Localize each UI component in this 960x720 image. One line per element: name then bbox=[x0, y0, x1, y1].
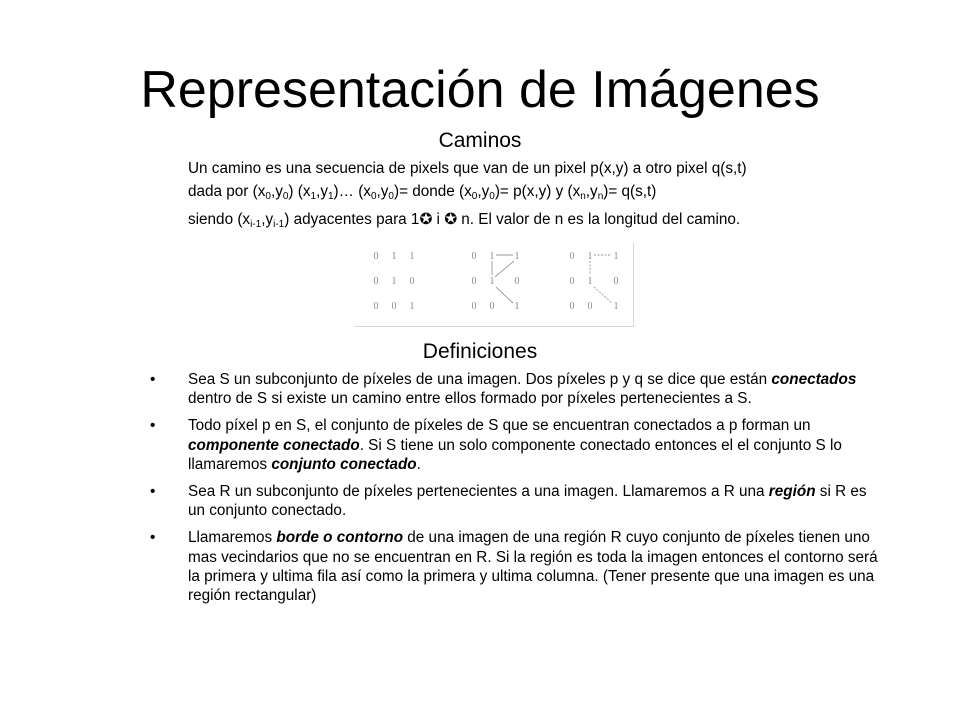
svg-text:0: 0 bbox=[489, 301, 495, 312]
list-item-borde: • Llamaremos borde o contorno de una imagen de una región R cuyo conjunto de píxeles tienen uno mas vecindarios que no se encuentran en R. Si la región es toda la imagen entonces el contorno será la primera y ultima fila así como la primera y ultima columna. (Tener presente que una imagen es una región rectangular) bbox=[150, 529, 878, 605]
svg-text:0: 0 bbox=[391, 301, 397, 312]
adjacency-symbol: ✪ bbox=[419, 211, 433, 228]
svg-text:1: 1 bbox=[613, 251, 619, 262]
svg-text:1: 1 bbox=[391, 251, 397, 262]
bullet: • bbox=[150, 417, 156, 435]
term-borde-contorno: borde o contorno bbox=[276, 529, 404, 547]
svg-text:1: 1 bbox=[587, 251, 593, 262]
term-componente-conectado: componente conectado bbox=[188, 436, 360, 454]
svg-text:0: 0 bbox=[373, 276, 379, 287]
svg-text:1: 1 bbox=[514, 301, 520, 312]
grid-2-connections bbox=[489, 255, 514, 303]
caminos-line-1: Un camino es una secuencia de pixels que van de un pixel p(x,y) a otro pixel q(s,t) bbox=[188, 160, 747, 177]
bullet: • bbox=[150, 371, 156, 388]
adjacency-diagram bbox=[354, 243, 634, 327]
svg-text:0: 0 bbox=[569, 276, 575, 287]
term-conjunto-conectado: conjunto conectado bbox=[271, 455, 417, 473]
svg-text:1: 1 bbox=[489, 251, 495, 262]
svg-text:1: 1 bbox=[409, 251, 415, 262]
bullet: • bbox=[150, 529, 156, 547]
svg-text:0: 0 bbox=[514, 276, 520, 287]
svg-text:1: 1 bbox=[489, 276, 495, 287]
svg-text:0: 0 bbox=[471, 301, 477, 312]
list-item-conectados: • Sea S un subconjunto de píxeles de una imagen. Dos píxeles p y q se dice que están conectados dentro de S si existe un camino entre ellos formado por píxeles pertenecientes a S. bbox=[150, 371, 857, 408]
definiciones-heading: Definiciones bbox=[422, 340, 538, 363]
svg-text:0: 0 bbox=[587, 301, 593, 312]
term-region: región bbox=[768, 483, 816, 501]
term-conectados: conectados bbox=[771, 371, 857, 388]
svg-text:0: 0 bbox=[569, 251, 575, 262]
adjacency-symbol: ✪ bbox=[444, 211, 458, 228]
svg-text:1: 1 bbox=[391, 276, 397, 287]
svg-text:0: 0 bbox=[613, 276, 619, 287]
caminos-heading: Caminos bbox=[438, 129, 522, 152]
svg-text:1: 1 bbox=[409, 301, 415, 312]
slide-title: Representación de Imágenes bbox=[140, 61, 820, 119]
svg-text:0: 0 bbox=[373, 251, 379, 262]
svg-text:0: 0 bbox=[471, 276, 477, 287]
grid-3 bbox=[570, 251, 619, 312]
svg-text:0: 0 bbox=[569, 301, 575, 312]
caminos-line-3: siendo $(x_{i-1},y_{i-1})$ adyacentes para 1✪ i ✪ n. El valor de n es la longitud del camino. bbox=[188, 211, 741, 230]
grid-3-connections bbox=[587, 255, 612, 303]
caminos-line-2: dada por $(x_0,y_0)$ $(x_1,y_1)\dots$ $(x_0,y_0)=$ donde $(x_0,y_0)= p(x,y)$ y $(x_n,y_n)= q(s,t)$ bbox=[188, 183, 657, 202]
grid-1 bbox=[374, 251, 415, 312]
svg-text:0: 0 bbox=[471, 251, 477, 262]
svg-text:1: 1 bbox=[514, 251, 520, 262]
list-item-componente-conectado: • Todo píxel p en S, el conjunto de píxeles de S que se encuentran conectados a p forman un componente conectado. Si S tiene un solo componente conectado entonces el el conjunto S lo llamaremos conjunto conectado. bbox=[150, 417, 842, 473]
svg-text:1: 1 bbox=[587, 276, 593, 287]
list-item-region: • Sea R un subconjunto de píxeles pertenecientes a una imagen. Llamaremos a R una región si R es un conjunto conectado. bbox=[150, 483, 867, 520]
svg-text:1: 1 bbox=[613, 301, 619, 312]
bullet: • bbox=[150, 483, 156, 501]
definiciones-list bbox=[150, 370, 880, 613]
svg-text:0: 0 bbox=[373, 301, 379, 312]
svg-text:0: 0 bbox=[409, 276, 415, 287]
